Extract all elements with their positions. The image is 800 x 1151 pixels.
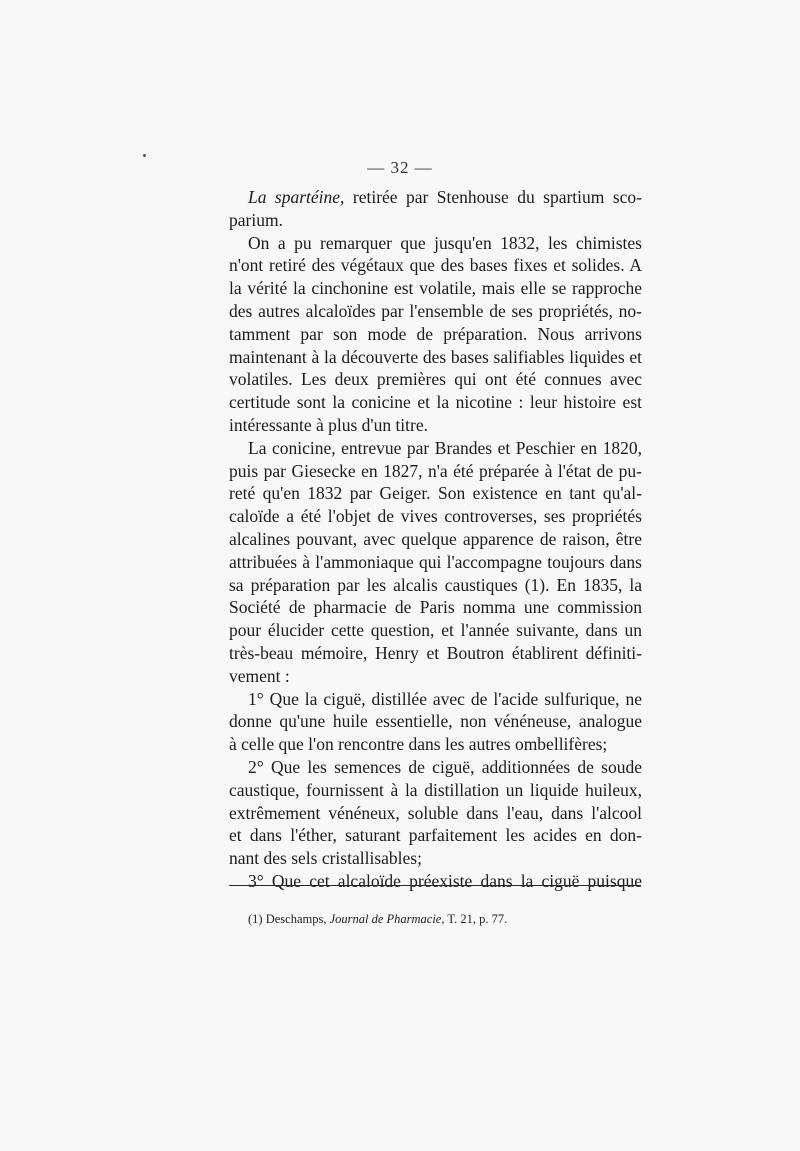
text-line — [229, 186, 642, 209]
text-line: Société de pharmacie de Paris nomma une commission — [229, 597, 642, 618]
text-line: vement : — [229, 665, 290, 686]
text-line: donne qu'une huile essentielle, non vénéneuse, analogue — [229, 711, 642, 732]
text-line: très-beau mémoire, Henry et Boutron établirent définiti- — [229, 642, 642, 663]
text-line: certitude sont la conicine et la nicotine : leur histoire est — [229, 392, 642, 413]
paragraph-start: La conicine, entrevue par Brandes et Peschier en 1820, — [248, 437, 642, 458]
text-line: des autres alcaloïdes par l'ensemble de ses propriétés, no- — [229, 300, 642, 321]
text-line: alcalines pouvant, avec quelque apparence de raison, être — [229, 528, 642, 549]
list-item-1: 1° Que la ciguë, distillée avec de l'acide sulfurique, ne — [248, 688, 642, 709]
text-line: extrêmement vénéneux, soluble dans l'eau, dans l'alcool — [229, 802, 642, 823]
footnote-author: Deschamps, — [265, 912, 327, 926]
text-line: caloïde a été l'objet de vives controverses, ses propriétés — [229, 506, 642, 527]
page-number: — 32 — — [367, 158, 433, 177]
footnote-journal: Journal de Pharmacie, — [329, 912, 445, 926]
text-line: intéressante à plus d'un titre. — [229, 414, 429, 435]
text-line: maintenant à la découverte des bases salifiables liquides et — [229, 346, 642, 367]
footnote-number: (1) — [248, 912, 263, 926]
list-item-3: 3° Que cet alcaloïde préexiste dans la ciguë puisque — [248, 870, 642, 891]
footnote-rule — [229, 885, 641, 886]
text-line: tamment par son mode de préparation. Nous arrivons — [229, 323, 642, 344]
paragraph-start: On a pu remarquer que jusqu'en 1832, les chimistes — [248, 232, 642, 253]
text-line-content: retirée par Stenhouse du spartium sco- — [344, 187, 642, 207]
text-line: parium. — [229, 209, 283, 230]
body-text — [229, 186, 642, 893]
text-line: la vérité la cinchonine est volatile, mais elle se rapproche — [229, 278, 642, 299]
ink-speck — [143, 154, 146, 157]
text-line: attribuées à l'ammoniaque qui l'accompagne toujours dans — [229, 551, 642, 572]
text-line: puis par Giesecke en 1827, n'a été préparée à l'état de pu- — [229, 460, 642, 481]
text-line: volatiles. Les deux premières qui ont été connues avec — [229, 369, 642, 390]
text-line: pour élucider cette question, et l'année suivante, dans un — [229, 620, 642, 641]
text-line: nant des sels cristallisables; — [229, 848, 422, 869]
text-line: n'ont retiré des végétaux que des bases fixes et solides. A — [229, 255, 642, 276]
list-item-2: 2° Que les semences de ciguë, additionnées de soude — [248, 756, 642, 777]
text-line: reté qu'en 1832 par Geiger. Son existence en tant qu'al- — [229, 483, 642, 504]
text-line: à celle que l'on rencontre dans les autres ombellifères; — [229, 734, 608, 755]
text-line: sa préparation par les alcalis caustiques (1). En 1835, la — [229, 574, 642, 595]
footnote — [248, 912, 507, 927]
text-line: caustique, fournissent à la distillation un liquide huileux, — [229, 779, 642, 800]
footnote-reference: T. 21, p. 77. — [447, 912, 508, 926]
text-line: et dans l'éther, saturant parfaitement les acides en don- — [229, 825, 642, 846]
italic-term: La spartéine, — [248, 187, 345, 207]
